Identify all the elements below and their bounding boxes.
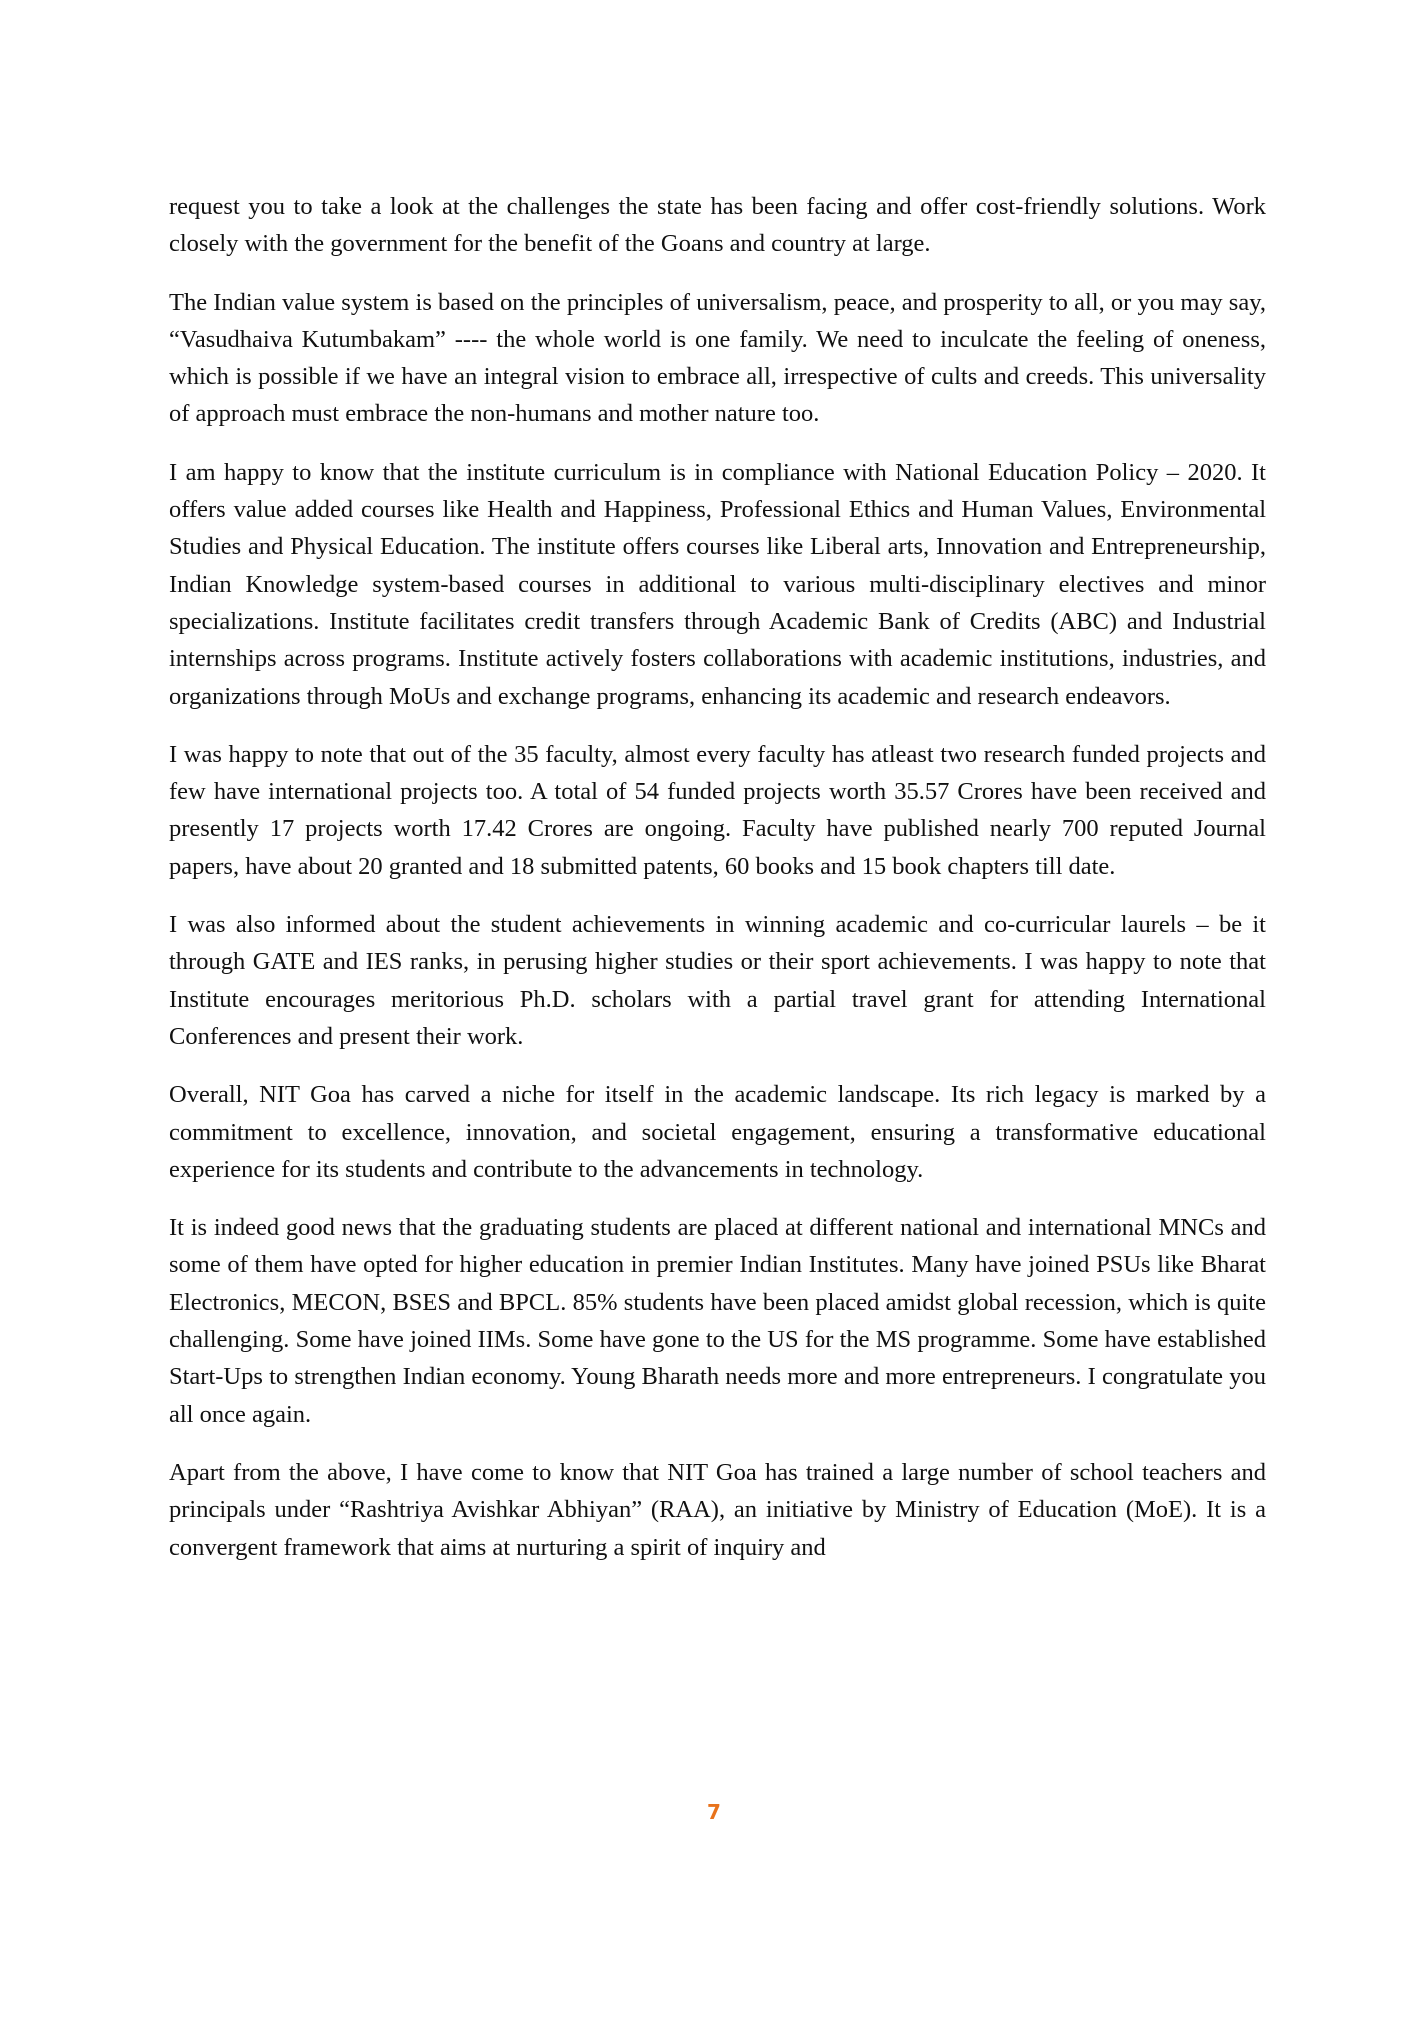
paragraph: The Indian value system is based on the principles of universalism, peace, and prosperity to all, or you may say, “Vasudhaiva Kutumbakam” ---- the whole world is one family. We need to inculcate the feeling of oneness, which is possible if we have an integral vision to embrace all, irrespective of cults and creeds. This universality of approach must embrace the non-humans and mother nature too. [169,288,1266,428]
paragraph: Overall, NIT Goa has carved a niche for itself in the academic landscape. Its rich legacy is marked by a commitment to excellence, innovation, and societal engagement, ensuring a transformative educational experience for its students and contribute to the advancements in technology. [169,1081,1266,1183]
paragraph: request you to take a look at the challenges the state has been facing and offer cost-friendly solutions. Work closely with the government for the benefit of the Goans and country at large. [169,193,1266,258]
page-number: 7 [707,1800,721,1824]
paragraph: Apart from the above, I have come to know that NIT Goa has trained a large number of school teachers and principals under “Rashtriya Avishkar Abhiyan” (RAA), an initiative by Ministry of Education (MoE). It is a convergent framework that aims at nurturing a spirit of inquiry and [169,1458,1266,1561]
paragraph: I was also informed about the student achievements in winning academic and co-curricular laurels – be it through GATE and IES ranks, in perusing higher studies or their sport achievements. I was happy to note that Institute encourages meritorious Ph.D. scholars with a partial travel grant for attending International Conferences and present their work. [169,911,1266,1050]
paragraph: I am happy to know that the institute curriculum is in compliance with National Education Policy – 2020. It offers value added courses like Health and Happiness, Professional Ethics and Human Values, Environmental Studies and Physical Education. The institute offers courses like Liberal arts, Innovation and Entrepreneurship, Indian Knowledge system-based courses in additional to various multi-disciplinary electives and minor specializations. Institute facilitates credit transfers through Academic Bank of Credits (ABC) and Industrial internships across programs. Institute actively fosters collaborations with academic institutions, industries, and organizations through MoUs and exchange programs, enhancing its academic and research endeavors. [169,458,1266,710]
paragraph: I was happy to note that out of the 35 faculty, almost every faculty has atleast two research funded projects and few have international projects too. A total of 54 funded projects worth 35.57 Crores have been received and presently 17 projects worth 17.42 Crores are ongoing. Faculty have published nearly 700 reputed Journal papers, have about 20 granted and 18 submitted patents, 60 books and 15 book chapters till date. [169,740,1266,880]
body-text [169,188,1266,1587]
paragraph: It is indeed good news that the graduating students are placed at different national and international MNCs and some of them have opted for higher education in premier Indian Institutes. Many have joined PSUs like Bharat Electronics, MECON, BSES and BPCL. 85% students have been placed amidst global recession, which is quite challenging. Some have joined IIMs. Some have gone to the US for the MS programme. Some have established Start-Ups to strengthen Indian economy. Young Bharath needs more and more entrepreneurs. I congratulate you all once again. [169,1214,1266,1428]
